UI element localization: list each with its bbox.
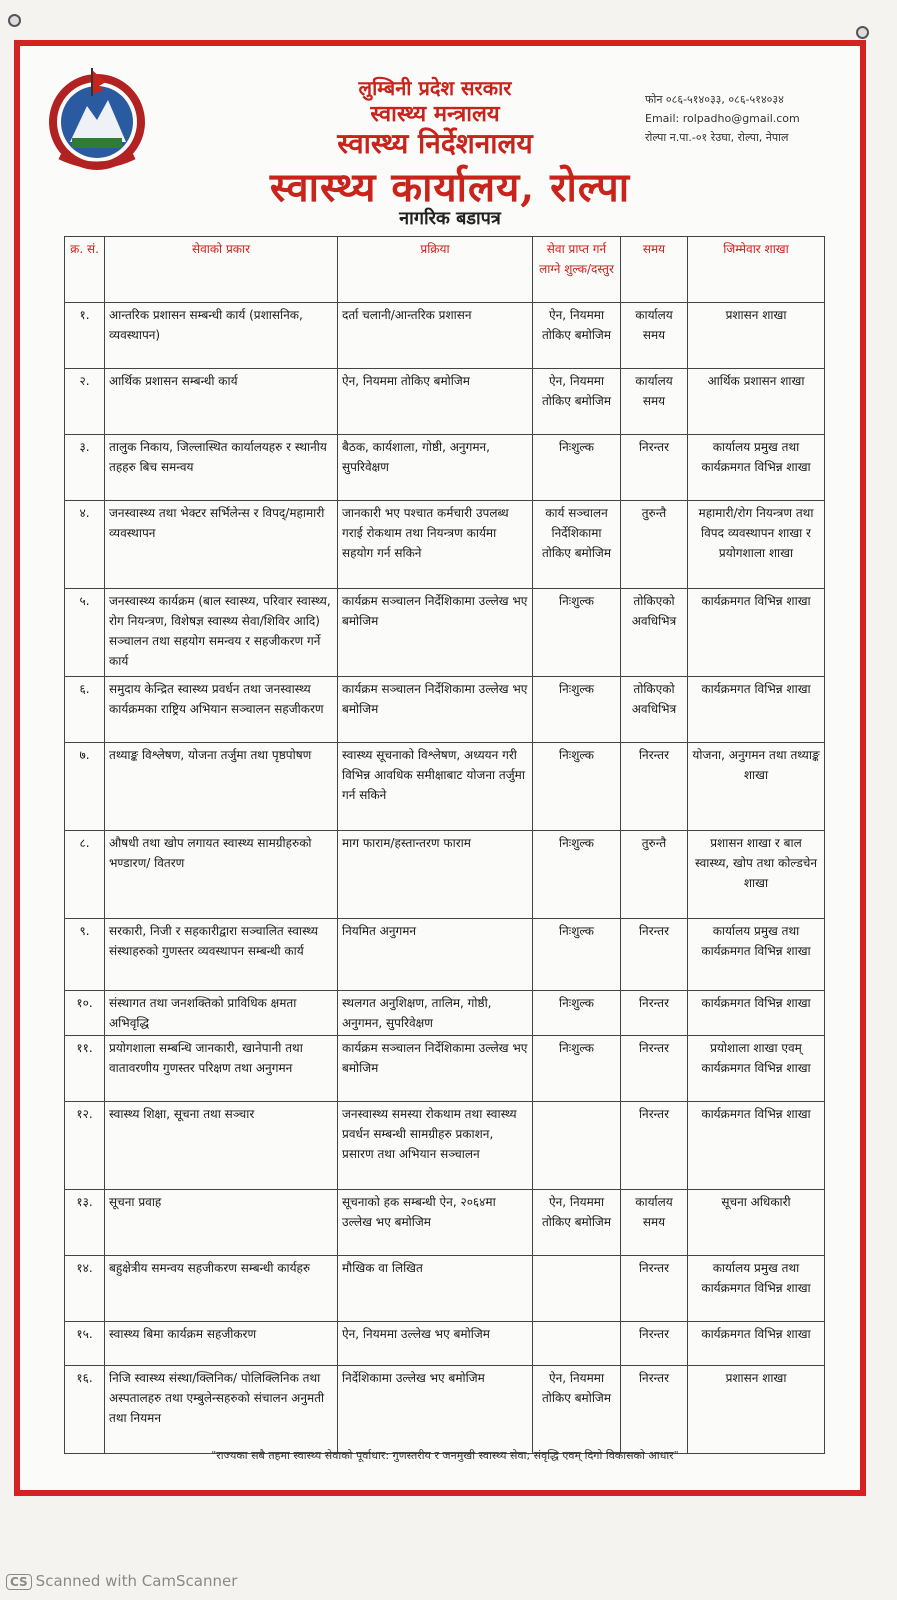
table-row [65,1256,825,1322]
cell-branch: प्रयोशाला शाखा एवम् कार्यक्रमगत विभिन्न शाखा [688,1036,825,1102]
table-row [65,1036,825,1102]
cell-sn: १५. [65,1322,105,1366]
cell-branch: कार्यक्रमगत विभिन्न शाखा [688,589,825,677]
cell-sn: ३. [65,435,105,501]
contact-email: Email: rolpadho@gmail.com [645,112,800,125]
cell-sn: १३. [65,1190,105,1256]
cell-process: ऐन, नियममा उल्लेख भए बमोजिम [338,1322,533,1366]
header-time: समय [621,237,688,303]
table-row [65,501,825,589]
cell-branch: कार्यक्रमगत विभिन्न शाखा [688,991,825,1036]
office-title: स्वास्थ्य कार्यालय, रोल्पा [269,164,631,211]
table-row [65,589,825,677]
table-row [65,991,825,1036]
cell-service-type: जनस्वास्थ्य कार्यक्रम (बाल स्वास्थ्य, परिवार स्वास्थ्य, रोग नियन्त्रण, विशेषज्ञ स्वास्थ्य सेवा/शिविर आदि) सञ्चालन तथा सहयोग समन्वय र सहजीकरण गर्ने कार्य [105,589,338,677]
cell-service-type: जनस्वास्थ्य तथा भेक्टर सर्भिलेन्स र विपद्/महामारी व्यवस्थापन [105,501,338,589]
cell-time: निरन्तर [621,1322,688,1366]
cell-fee: ऐन, नियममा तोकिए बमोजिम [533,303,621,369]
cell-sn: ६. [65,677,105,743]
cell-sn: ८. [65,831,105,919]
province-gov-title: लुम्बिनी प्रदेश सरकार [358,76,512,100]
table-row [65,677,825,743]
cell-fee [533,1256,621,1322]
cell-service-type: आन्तरिक प्रशासन सम्बन्धी कार्य (प्रशासनिक, व्यवस्थापन) [105,303,338,369]
cell-service-type: समुदाय केन्द्रित स्वास्थ्य प्रवर्धन तथा जनस्वास्थ्य कार्यक्रमका राष्ट्रिय अभियान सञ्चालन सहजीकरण [105,677,338,743]
cell-time: तोकिएको अवधिभित्र [621,589,688,677]
cell-process: माग फाराम/हस्तान्तरण फाराम [338,831,533,919]
table-row [65,1366,825,1454]
cell-branch: कार्यक्रमगत विभिन्न शाखा [688,677,825,743]
cell-service-type: सूचना प्रवाह [105,1190,338,1256]
cell-process: निर्देशिकामा उल्लेख भए बमोजिम [338,1366,533,1454]
cell-process: कार्यक्रम सञ्चालन निर्देशिकामा उल्लेख भए बमोजिम [338,677,533,743]
cell-sn: ७. [65,743,105,831]
cell-branch: महामारी/रोग नियन्त्रण तथा विपद व्यवस्थापन शाखा र प्रयोगशाला शाखा [688,501,825,589]
table-row [65,831,825,919]
cell-branch: कार्यक्रमगत विभिन्न शाखा [688,1102,825,1190]
cell-service-type: निजि स्वास्थ्य संस्था/क्लिनिक/ पोलिक्लिनिक तथा अस्पतालहरु तथा एम्बुलेन्सहरुको संचालन अनुमती तथा नियमन [105,1366,338,1454]
cell-fee [533,1322,621,1366]
cell-time: तुरुन्तै [621,501,688,589]
cell-fee: ऐन, नियममा तोकिए बमोजिम [533,1190,621,1256]
cell-branch: प्रशासन शाखा [688,1366,825,1454]
cell-time: तोकिएको अवधिभित्र [621,677,688,743]
cell-process: ऐन, नियममा तोकिए बमोजिम [338,369,533,435]
cell-process: जनस्वास्थ्य समस्या रोकथाम तथा स्वास्थ्य प्रवर्धन सम्बन्धी सामग्रीहरु प्रकाशन, प्रसारण तथा अभियान सञ्चालन [338,1102,533,1190]
table-row [65,743,825,831]
cell-fee: निःशुल्क [533,831,621,919]
cell-service-type: स्वास्थ्य शिक्षा, सूचना तथा सञ्चार [105,1102,338,1190]
cell-branch: प्रशासन शाखा र बाल स्वास्थ्य, खोप तथा कोल्डचेन शाखा [688,831,825,919]
cell-sn: ५. [65,589,105,677]
cell-time: निरन्तर [621,1102,688,1190]
cell-process: कार्यक्रम सञ्चालन निर्देशिकामा उल्लेख भए बमोजिम [338,589,533,677]
table-row [65,435,825,501]
contact-address: रोल्पा न.पा.-०१ रेउघा, रोल्पा, नेपाल [645,131,789,144]
camscanner-watermark [6,1572,237,1590]
table-row [65,369,825,435]
cell-fee: कार्य सञ्चालन निर्देशिकामा तोकिए बमोजिम [533,501,621,589]
table-row [65,1102,825,1190]
cell-service-type: सरकारी, निजी र सहकारीद्वारा सञ्चालित स्वास्थ्य संस्थाहरुको गुणस्तर व्यवस्थापन सम्बन्धी कार्य [105,919,338,991]
cell-branch: कार्यालय प्रमुख तथा कार्यक्रमगत विभिन्न शाखा [688,435,825,501]
cell-process: नियमित अनुगमन [338,919,533,991]
table-header-row [65,237,825,303]
cell-process: स्वास्थ्य सूचनाको विश्लेषण, अध्ययन गरी विभिन्न आवधिक समीक्षाबाट योजना तर्जुमा गर्न सकिने [338,743,533,831]
header-sn: क्र. सं. [65,237,105,303]
table-row [65,1322,825,1366]
cell-process: स्थलगत अनुशिक्षण, तालिम, गोष्ठी, अनुगमन, सुपरिवेक्षण [338,991,533,1036]
cell-time: निरन्तर [621,743,688,831]
citizen-charter-subtitle: नागरिक बडापत्र [399,208,501,229]
cell-fee: निःशुल्क [533,435,621,501]
cell-time: निरन्तर [621,1036,688,1102]
cell-service-type: तथ्याङ्क विश्लेषण, योजना तर्जुमा तथा पृष्ठपोषण [105,743,338,831]
cell-branch: योजना, अनुगमन तथा तथ्याङ्क शाखा [688,743,825,831]
pin-top-left [8,14,21,27]
ministry-title: स्वास्थ्य मन्त्रालय [370,102,500,127]
cell-branch: कार्यालय प्रमुख तथा कार्यक्रमगत विभिन्न शाखा [688,919,825,991]
citizen-charter-table [64,236,825,1454]
cell-time: तुरुन्तै [621,831,688,919]
cell-time: निरन्तर [621,991,688,1036]
cell-sn: ४. [65,501,105,589]
pin-top-right [856,26,869,39]
cell-process: दर्ता चलानी/आन्तरिक प्रशासन [338,303,533,369]
cell-time: निरन्तर [621,435,688,501]
cell-fee: निःशुल्क [533,919,621,991]
cell-fee: ऐन, नियममा तोकिए बमोजिम [533,369,621,435]
cell-sn: १०. [65,991,105,1036]
cell-service-type: संस्थागत तथा जनशक्तिको प्राविधिक क्षमता अभिवृद्धि [105,991,338,1036]
cell-fee: निःशुल्क [533,743,621,831]
cell-service-type: स्वास्थ्य बिमा कार्यक्रम सहजीकरण [105,1322,338,1366]
cell-time: कार्यालय समय [621,369,688,435]
cell-service-type: औषधी तथा खोप लगायत स्वास्थ्य सामग्रीहरुको भण्डारण/ वितरण [105,831,338,919]
camscanner-logo-icon: CS [6,1574,32,1590]
cell-fee: निःशुल्क [533,589,621,677]
cell-time: निरन्तर [621,1366,688,1454]
cell-fee [533,1102,621,1190]
cell-sn: ११. [65,1036,105,1102]
footer-motto: "राज्यका सबै तहमा स्वास्थ्य सेवाको पूर्वाधार: गुणस्तरीय र जनमुखी स्वास्थ्य सेवा; संवृद्धि एवम् दिगो विकासको आधार" [211,1449,679,1462]
cell-service-type: आर्थिक प्रशासन सम्बन्धी कार्य [105,369,338,435]
cell-sn: १४. [65,1256,105,1322]
cell-sn: १२. [65,1102,105,1190]
table-row [65,1190,825,1256]
cell-branch: प्रशासन शाखा [688,303,825,369]
cell-sn: १६. [65,1366,105,1454]
cell-service-type: प्रयोगशाला सम्बन्धि जानकारी, खानेपानी तथा वातावरणीय गुणस्तर परिक्षण तथा अनुगमन [105,1036,338,1102]
header-fee: सेवा प्राप्त गर्न लाग्ने शुल्क/दस्तुर [533,237,621,303]
header-service-type: सेवाको प्रकार [105,237,338,303]
contact-phone: फोन ०८६-५१४०३३, ०८६-५१४०३४ [645,93,784,106]
cell-branch: आर्थिक प्रशासन शाखा [688,369,825,435]
cell-process: मौखिक वा लिखित [338,1256,533,1322]
cell-fee: निःशुल्क [533,1036,621,1102]
header-branch: जिम्मेवार शाखा [688,237,825,303]
cell-process: बैठक, कार्यशाला, गोष्ठी, अनुगमन, सुपरिवेक्षण [338,435,533,501]
cell-time: कार्यालय समय [621,303,688,369]
camscanner-text: Scanned with CamScanner [35,1572,238,1590]
cell-process: कार्यक्रम सञ्चालन निर्देशिकामा उल्लेख भए बमोजिम [338,1036,533,1102]
cell-time: कार्यालय समय [621,1190,688,1256]
cell-fee: निःशुल्क [533,677,621,743]
directorate-title: स्वास्थ्य निर्देशनालय [337,127,533,160]
cell-service-type: बहुक्षेत्रीय समन्वय सहजीकरण सम्बन्धी कार्यहरु [105,1256,338,1322]
cell-branch: कार्यालय प्रमुख तथा कार्यक्रमगत विभिन्न शाखा [688,1256,825,1322]
table-row [65,919,825,991]
cell-sn: ९. [65,919,105,991]
cell-service-type: तालुक निकाय, जिल्लास्थित कार्यालयहरु र स्थानीय तहहरु बिच समन्वय [105,435,338,501]
cell-sn: १. [65,303,105,369]
cell-fee: निःशुल्क [533,991,621,1036]
contact-block [645,90,865,147]
table-row [65,303,825,369]
cell-process: जानकारी भए पश्चात कर्मचारी उपलब्ध गराई रोकथाम तथा नियन्त्रण कार्यमा सहयोग गर्न सकिने [338,501,533,589]
cell-time: निरन्तर [621,919,688,991]
header-process: प्रक्रिया [338,237,533,303]
cell-process: सूचनाको हक सम्बन्धी ऐन, २०६४मा उल्लेख भए बमोजिम [338,1190,533,1256]
cell-branch: सूचना अधिकारी [688,1190,825,1256]
cell-branch: कार्यक्रमगत विभिन्न शाखा [688,1322,825,1366]
charter-poster [14,40,866,1496]
cell-sn: २. [65,369,105,435]
cell-fee: ऐन, नियममा तोकिए बमोजिम [533,1366,621,1454]
cell-time: निरन्तर [621,1256,688,1322]
